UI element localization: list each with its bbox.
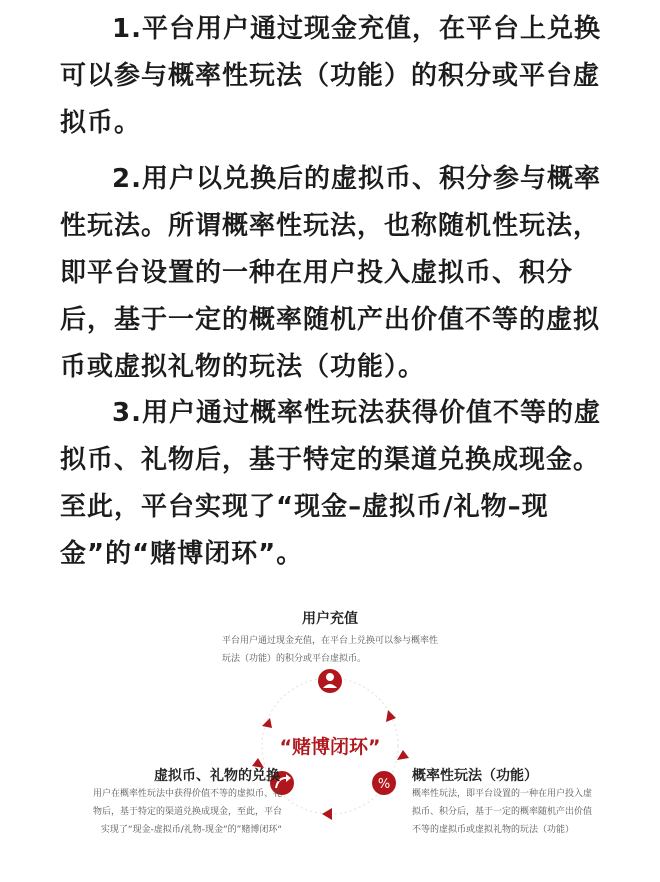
user-icon [318, 669, 342, 693]
step-top-desc: 平台用户通过现金充值，在平台上兑换可以参与概率性玩法（功能）的积分或平台虚拟币。 [222, 636, 439, 664]
ring-arrow-right-top [386, 710, 396, 722]
paragraph-3: 3.用户通过概率性玩法获得价值不等的虚拟币、礼物后，基于特定的渠道兑换成现金。至此，平台实现了“现金–虚拟币/礼物–现金”的“赌博闭环”。 [60, 398, 601, 569]
step-left-title: 虚拟币、礼物的兑换 [154, 768, 280, 784]
percent-icon [372, 771, 396, 795]
ring-arrow-bottom [322, 808, 332, 820]
paragraph-2: 2.用户以兑换后的虚拟币、积分参与概率性玩法。所谓概率性玩法，也称随机性玩法，即平台设置的一种在用户投入虚拟币、积分后，基于一定的概率随机产出价值不等的虚拟币或虚拟礼物的玩法（功能）。 [60, 164, 601, 382]
step-left-desc: 用户在概率性玩法中获得价值不等的虚拟币、礼物后，基于特定的渠道兑换成现金，至此，平台实现了“现金-虚拟币/礼物-现金“的”赌博闭环“ [92, 789, 282, 835]
step-right-desc: 概率性玩法，即平台设置的一种在用户投入虚拟币、积分后，基于一定的概率随机产出价值不等的虚拟币或虚拟礼物的玩法（功能） [412, 789, 593, 835]
center-label: “赌博闭环” [279, 736, 381, 758]
paragraph-1: 1.平台用户通过现金充值，在平台上兑换可以参与概率性玩法（功能）的积分或平台虚拟币。 [60, 14, 601, 138]
svg-text:%: % [377, 777, 391, 792]
step-top-title: 用户充值 [302, 611, 358, 627]
step-right-title: 概率性玩法（功能） [412, 768, 538, 784]
gambling-loop-diagram [0, 590, 660, 882]
